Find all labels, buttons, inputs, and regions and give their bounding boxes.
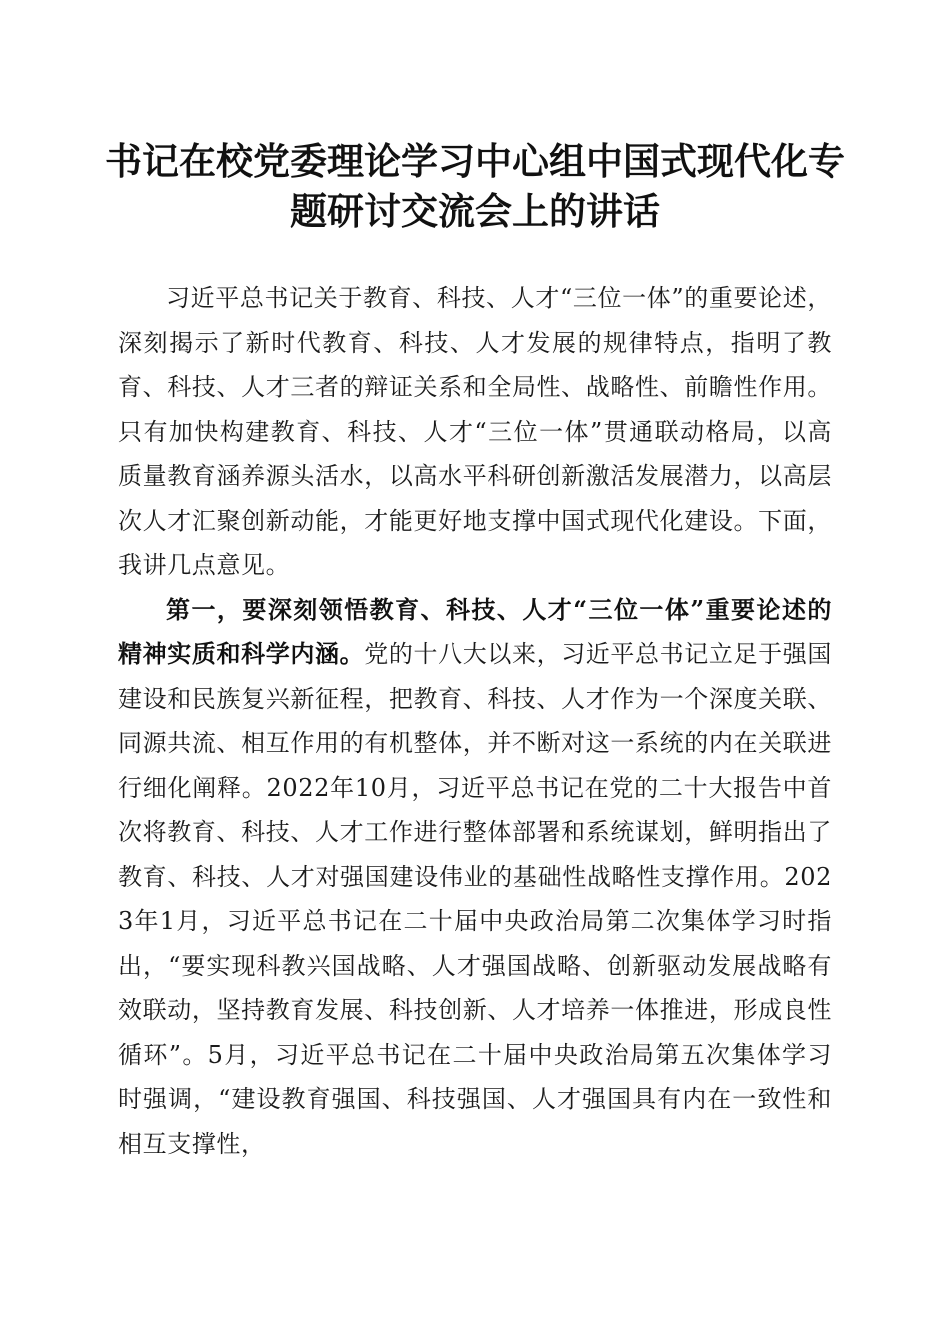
document-title: 书记在校党委理论学习中心组中国式现代化专题研讨交流会上的讲话 xyxy=(105,139,845,233)
paragraph-intro-text: 习近平总书记关于教育、科技、人才“三位一体”的重要论述，深刻揭示了新时代教育、科技、人才发展的规律特点，指明了教育、科技、人才三者的辩证关系和全局性、战略性、前瞻性作用。只有加快构建教育、科技、人才“三位一体”贯通联动格局，以高质量教育涵养源头活水，以高水平科研创新激活发展潜力，以高层次人才汇聚创新动能，才能更好地支撑中国式现代化建设。下面，我讲几点意见。 xyxy=(118,284,832,579)
paragraph-first-point xyxy=(118,588,832,1167)
paragraph-first-point-text: 党的十八大以来，习近平总书记立足于强国建设和民族复兴新征程，把教育、科技、人才作为一个深度关联、同源共流、相互作用的有机整体，并不断对这一系统的内在关联进行细化阐释。2022年10月，习近平总书记在党的二十大报告中首次将教育、科技、人才工作进行整体部署和系统谋划，鲜明指出了教育、科技、人才对强国建设伟业的基础性战略性支撑作用。2023年1月，习近平总书记在二十届中央政治局第二次集体学习时指出，“要实现科教兴国战略、人才强国战略、创新驱动发展战略有效联动，坚持教育发展、科技创新、人才培养一体推进，形成良性循环”。5月，习近平总书记在二十届中央政治局第五次集体学习时强调，“建设教育强国、科技强国、人才强国具有内在一致性和相互支撑性， xyxy=(118,640,832,1158)
paragraph-first-point-lead: 第一，要深刻领悟教育、科技、人才“三位一体”重要论述的精神实质和科学内涵。 xyxy=(118,594,832,668)
document-body xyxy=(118,276,832,1166)
paragraph-intro xyxy=(118,276,832,588)
